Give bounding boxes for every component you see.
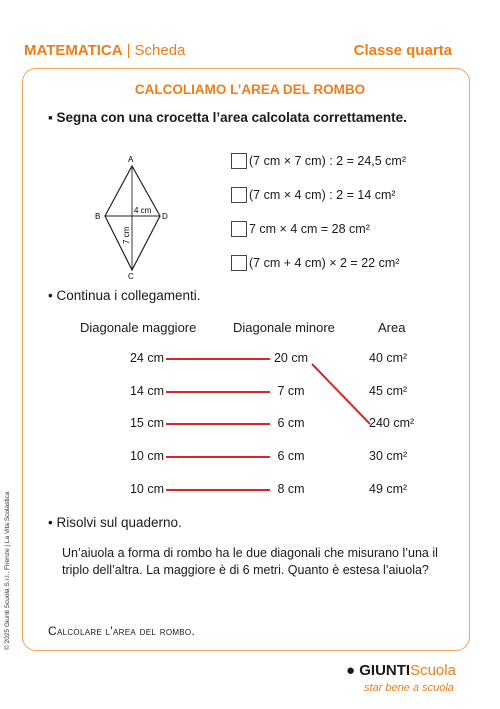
publisher-logo <box>346 662 456 679</box>
logo-accent: Scuola <box>410 662 456 679</box>
checkbox-1[interactable] <box>231 153 247 169</box>
minor-value: 8 cm <box>277 482 305 496</box>
option-1-text: (7 cm × 7 cm) : 2 = 24,5 cm² <box>249 154 406 168</box>
option-4-text: (7 cm + 4 cm) × 2 = 22 cm² <box>249 256 400 270</box>
option-4[interactable] <box>231 255 399 271</box>
header-separator: | <box>126 42 131 59</box>
major-value: 14 cm <box>129 384 164 398</box>
option-1[interactable] <box>231 153 406 169</box>
checkbox-3[interactable] <box>231 221 247 237</box>
major-value: 15 cm <box>129 416 164 430</box>
minor-diagonal-label: 4 cm <box>134 206 152 215</box>
major-diagonal-label: 7 cm <box>122 226 131 244</box>
minor-value: 7 cm <box>277 384 305 398</box>
vertex-b: B <box>95 212 101 221</box>
logo-main: GIUNTI <box>359 662 411 679</box>
minor-value: 6 cm <box>277 449 305 463</box>
option-3[interactable] <box>231 221 370 237</box>
minor-value: 6 cm <box>277 416 305 430</box>
major-value: 24 cm <box>129 351 164 365</box>
vertex-c: C <box>128 272 134 281</box>
match-line-minor-area <box>312 364 370 424</box>
instruction-3: • Risolvi sul quaderno. <box>48 515 182 530</box>
checkbox-4[interactable] <box>231 255 247 271</box>
area-value: 49 cm² <box>369 482 408 496</box>
area-value: 240 cm² <box>369 416 415 430</box>
header-area: Area <box>378 320 406 335</box>
minor-value: 20 cm <box>273 351 309 365</box>
instruction-2: • Continua i collegamenti. <box>48 288 201 303</box>
option-2[interactable] <box>231 187 396 203</box>
checkbox-2[interactable] <box>231 187 247 203</box>
vertex-d: D <box>162 212 168 221</box>
major-value: 10 cm <box>129 449 164 463</box>
header-major-diagonal: Diagonale maggiore <box>80 320 197 335</box>
instruction-1: ▪ Segna con una crocetta l’area calcolata correttamente. <box>48 110 407 125</box>
option-3-text: 7 cm × 4 cm = 28 cm² <box>249 222 370 236</box>
area-value: 40 cm² <box>369 351 408 365</box>
page-title: CALCOLIAMO L’AREA DEL ROMBO <box>134 82 366 97</box>
major-value: 10 cm <box>129 482 164 496</box>
calc-note: Calcolare l'area del rombo. <box>48 624 196 638</box>
problem-text: Un’aiuola a forma di rombo ha le due diagonali che misurano l’una il triplo dell’altra. La maggiore è di 6 metri. Quanto è estesa l’aiuola? <box>62 546 438 577</box>
copyright: © 2025 Giunti Scuola S.r.l., Firenze | La Vita Scolastica <box>4 491 11 650</box>
header-minor-diagonal: Diagonale minore <box>233 320 335 335</box>
grade-label: Classe quarta <box>353 42 452 59</box>
sheet-type: Scheda <box>134 42 186 59</box>
slogan: star bene a scuola <box>364 682 454 694</box>
vertex-a: A <box>128 155 134 164</box>
area-value: 30 cm² <box>369 449 408 463</box>
area-value: 45 cm² <box>369 384 408 398</box>
subject-label: MATEMATICA <box>24 42 123 59</box>
option-2-text: (7 cm × 4 cm) : 2 = 14 cm² <box>249 188 396 202</box>
logo-icon: ● <box>346 662 356 679</box>
rhombus-shape <box>105 166 160 270</box>
